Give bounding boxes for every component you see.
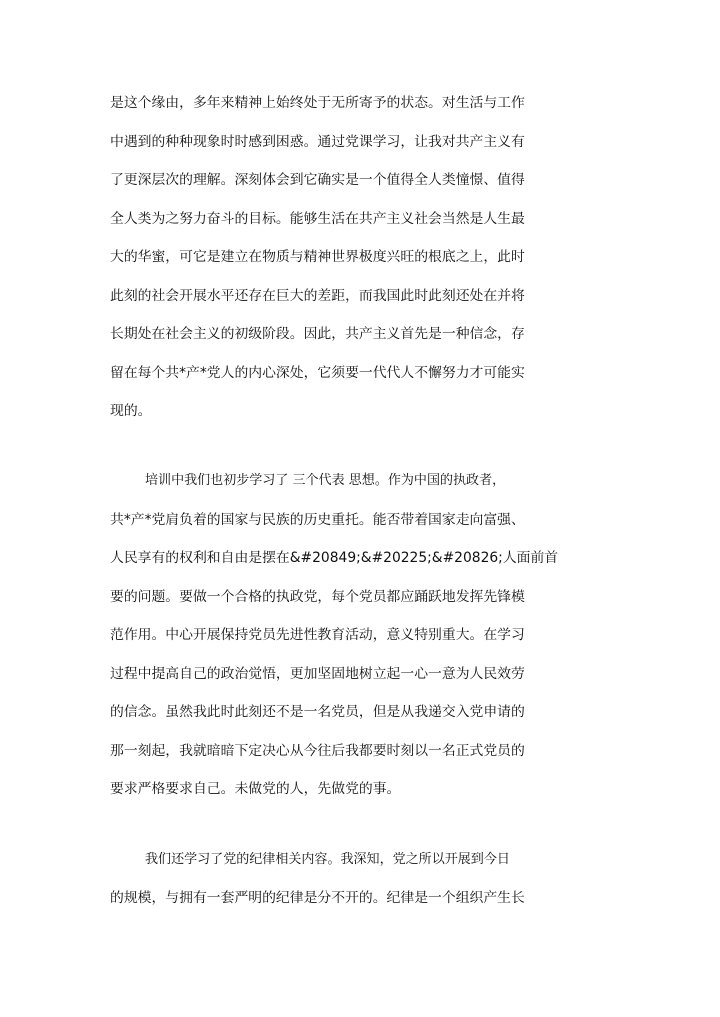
text-line: 范作用。中心开展保持党员先进性教育活动，意义特别重大。在学习 xyxy=(110,627,525,643)
text-line: 全人类为之努力奋斗的目标。能够生活在共产主义社会当然是人生最 xyxy=(110,211,525,227)
text-line: 的规模，与拥有一套严明的纪律是分不开的。纪律是一个组织产生长 xyxy=(110,890,525,906)
text-line: 过程中提高自己的政治觉悟，更加坚固地树立起一心一意为人民效劳 xyxy=(110,666,525,682)
text-line: 此刻的社会开展水平还存在巨大的差距，而我国此时此刻还处在并将 xyxy=(110,288,525,304)
text-line: 大的华蜜，可它是建立在物质与精神世界极度兴旺的根底之上，此时 xyxy=(110,249,525,265)
text-line: 共*产*党肩负着的国家与民族的历史重托。能否带着国家走向富强、 xyxy=(110,512,525,528)
text-line: 中遇到的种种现象时时感到困惑。通过党课学习，让我对共产主义有 xyxy=(110,134,525,150)
text-line: 长期处在社会主义的初级阶段。因此，共产主义首先是一种信念，存 xyxy=(110,326,525,342)
text-line: 留在每个共*产*党人的内心深处，它须要一代代人不懈努力才可能实 xyxy=(110,365,525,381)
text-line: 我们还学习了党的纪律相关内容。我深知，党之所以开展到今日 xyxy=(145,852,510,867)
text-line: 要求严格要求自己。未做党的人，先做党的事。 xyxy=(110,781,401,797)
text-line: 要的问题。要做一个合格的执政党，每个党员都应踊跃地发挥先锋模 xyxy=(110,589,525,605)
text-line: 现的。 xyxy=(110,403,152,419)
text-line: 那一刻起，我就暗暗下定决心从今往后我都要时刻以一名正式党员的 xyxy=(110,743,525,759)
text-line: 是这个缘由，多年来精神上始终处于无所寄予的状态。对生活与工作 xyxy=(110,95,525,111)
text-line: 了更深层次的理解。深刻体会到它确实是一个值得全人类憧憬、值得 xyxy=(110,172,525,188)
text-line: 人民享有的权利和自由是摆在&#20849;&#20225;&#20826;人面前首 xyxy=(110,550,559,566)
text-line: 培训中我们也初步学习了 三个代表 思想。作为中国的执政者， xyxy=(145,473,506,488)
text-line: 的信念。虽然我此时此刻还不是一名党员，但是从我递交入党申请的 xyxy=(110,704,525,720)
